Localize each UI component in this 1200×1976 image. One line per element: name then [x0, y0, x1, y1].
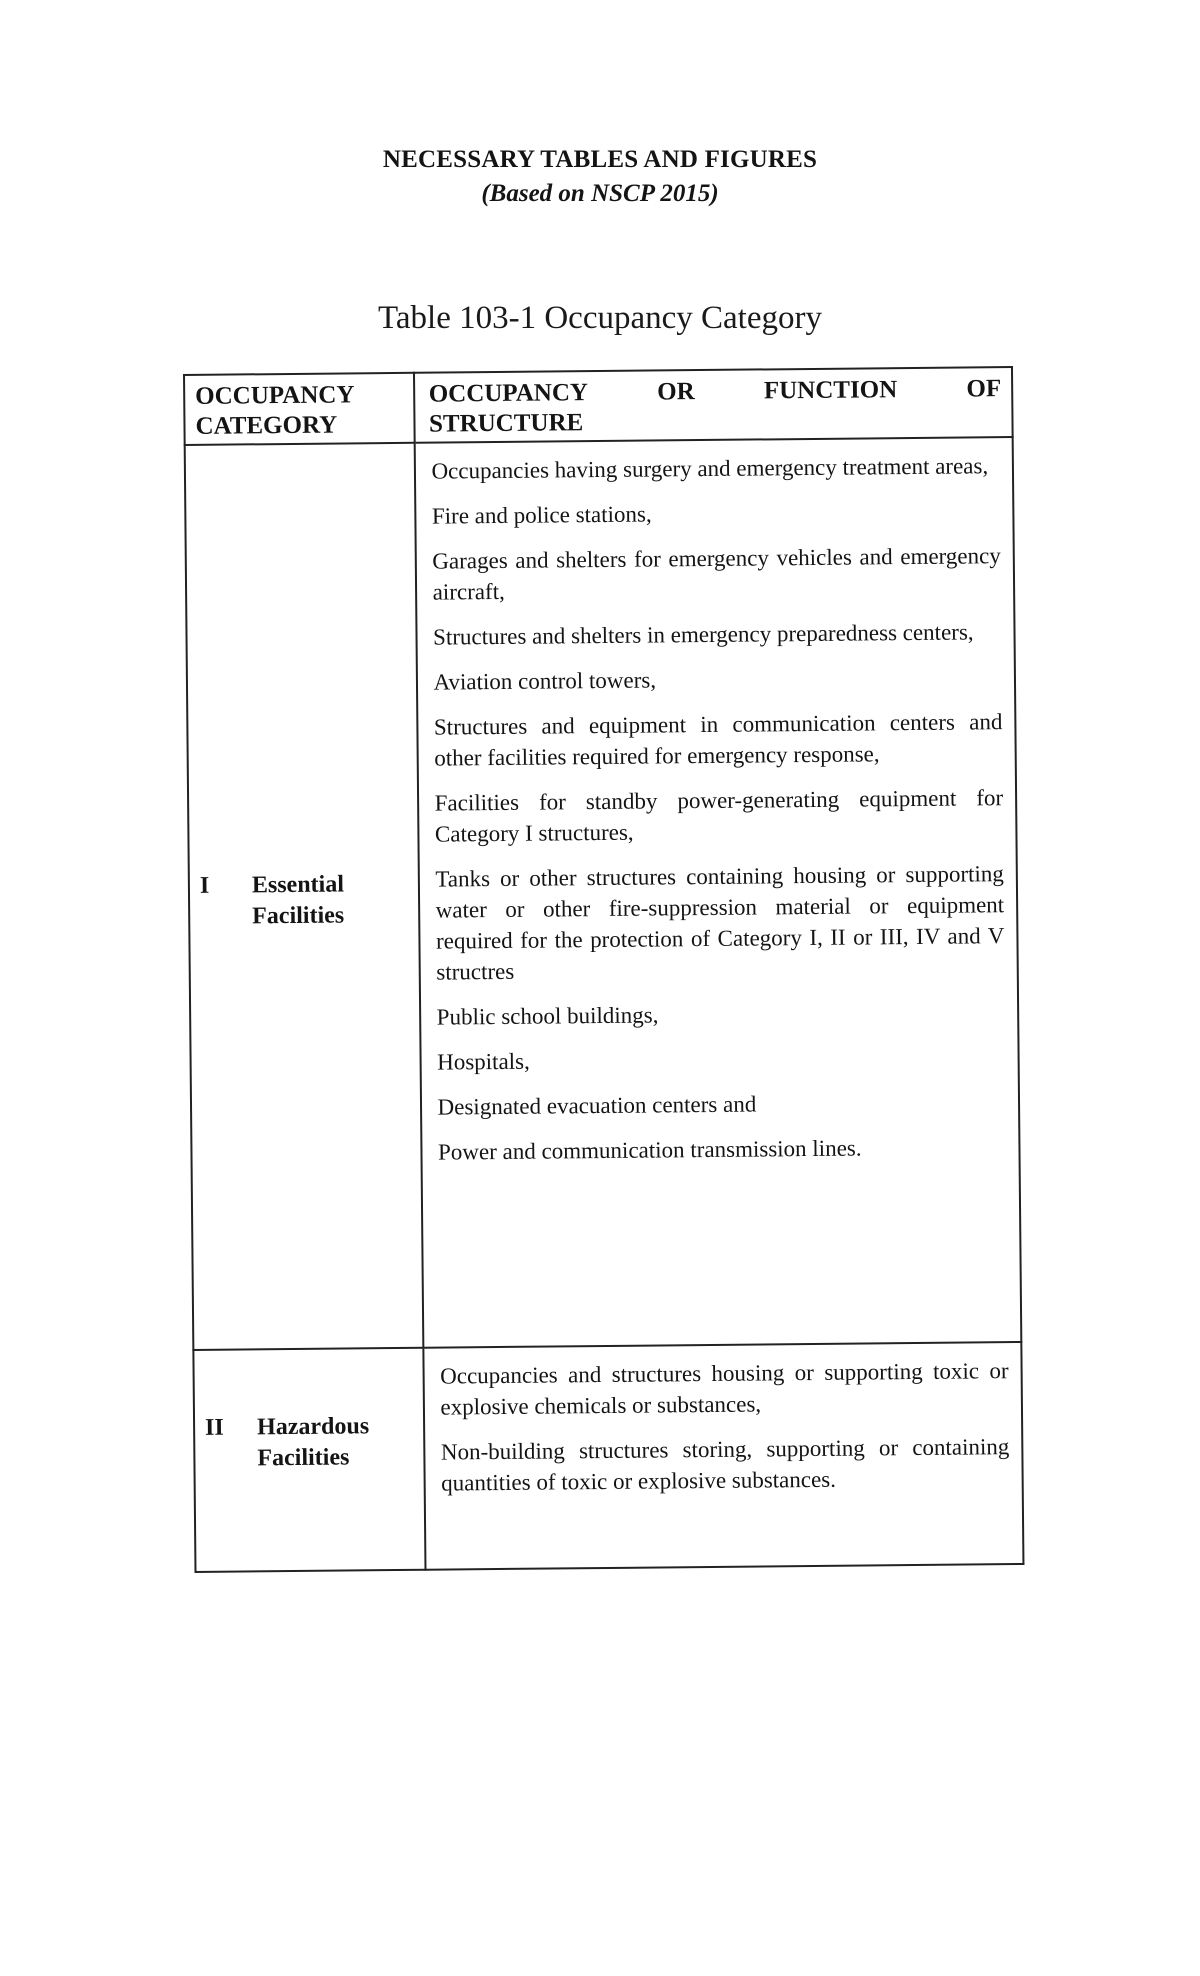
- category-name-line1: Essential: [251, 871, 345, 899]
- table-header-row: [184, 367, 1013, 445]
- list-item: Structures and equipment in communication centers and other facilities required for emergency response,: [433, 709, 1003, 771]
- list-item: Aviation control towers,: [433, 667, 657, 695]
- column-header-function-line2: STRUCTURE: [428, 409, 584, 438]
- column-header-function: [414, 367, 1013, 443]
- list-item: Designated evacuation centers and: [437, 1091, 757, 1120]
- category-label-essential: [200, 869, 345, 932]
- category-cell-essential: [185, 443, 423, 1350]
- category-roman-numeral: II: [204, 1414, 224, 1441]
- table-row-hazardous: [193, 1342, 1023, 1572]
- page-header: [0, 143, 1200, 211]
- list-item: Hospitals,: [437, 1048, 530, 1075]
- column-header-word: OF: [966, 375, 1002, 403]
- occupancy-category-table: [183, 366, 1024, 1573]
- list-item: Fire and police stations,: [431, 501, 652, 529]
- column-header-word: FUNCTION: [763, 376, 898, 405]
- category-name-line1: Hazardous: [256, 1413, 370, 1441]
- list-item: Occupancies and structures housing or supporting toxic or explosive chemicals or substances,: [440, 1358, 1009, 1420]
- list-item: Structures and shelters in emergency preparedness centers,: [432, 619, 974, 650]
- list-item: Public school buildings,: [436, 1002, 659, 1030]
- category-cell-hazardous: [193, 1348, 425, 1572]
- column-header-category-line1: OCCUPANCY: [195, 381, 355, 410]
- category-name-line2: Facilities: [257, 1444, 350, 1472]
- category-name-line2: Facilities: [252, 902, 345, 930]
- list-item: Non-building structures storing, supporting or containing quantities of toxic or explosive substances.: [440, 1434, 1010, 1496]
- list-item: Facilities for standby power-generating equipment for Category I structures,: [434, 785, 1004, 847]
- column-header-category: [184, 373, 414, 445]
- page-title: NECESSARY TABLES AND FIGURES: [382, 146, 818, 173]
- table-row-essential: [185, 437, 1022, 1350]
- list-item: Garages and shelters for emergency vehicles and emergency aircraft,: [432, 543, 1001, 605]
- column-header-word: OCCUPANCY: [428, 379, 589, 408]
- function-cell-essential: [414, 437, 1021, 1348]
- list-item: Tanks or other structures containing housing or supporting water or other fire-suppression material or equipment required for the protection of Category I, II or III, IV and V structres: [435, 861, 1005, 985]
- column-header-word: OR: [657, 378, 695, 406]
- list-item: Occupancies having surgery and emergency treatment areas,: [431, 453, 989, 484]
- table-caption: Table 103-1 Occupancy Category: [378, 300, 822, 336]
- category-roman-numeral: I: [199, 872, 210, 899]
- category-label-hazardous: [205, 1411, 370, 1475]
- function-cell-hazardous: [423, 1342, 1024, 1570]
- column-header-category-line2: CATEGORY: [195, 411, 338, 440]
- list-item: Power and communication transmission lines.: [437, 1135, 862, 1165]
- page-subtitle: (Based on NSCP 2015): [481, 180, 719, 207]
